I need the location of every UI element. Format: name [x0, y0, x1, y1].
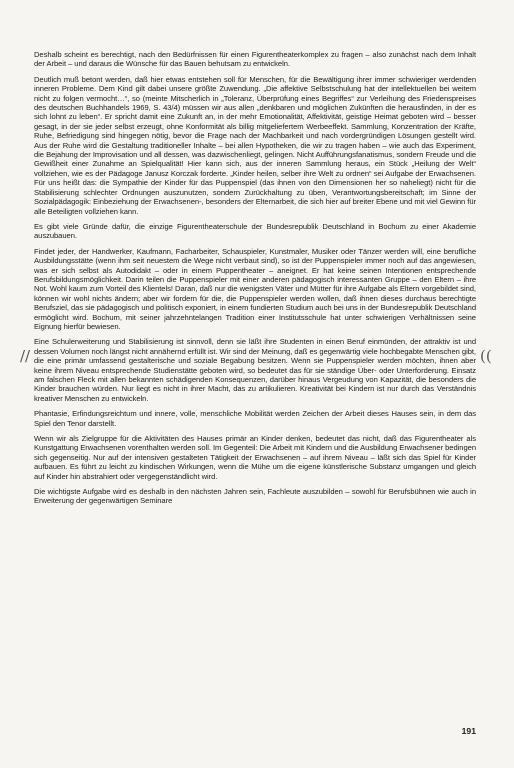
document-body [34, 50, 476, 512]
paragraph-6: Phantasie, Erfindungsreichtum und innere, volle, menschliche Mobilität werden Zeichen der Arbeit dieses Hauses sein, in dem das Spiel den Tenor darstellt. [34, 409, 476, 428]
page-number: 191 [461, 726, 476, 736]
paragraph-5: Eine Schulerweiterung und Stabilisierung ist sinnvoll, denn sie läßt ihre Studenten in einen Beruf einmünden, der attraktiv ist und dessen Volumen noch längst nicht annähernd erfüllt ist. Wir sind der Meinung, daß es gegenwärtig viele hochbegabte Menschen gibt, die eine primär umfassend gestalterische und soziale Begabung besitzen. Wenn sie Puppenspieler werden möchten, ihnen aber keine ihrem Niveau entsprechende Studienstätte geboten wird, so bedeutet das für sie ständige Über- oder Unterforderung. Einsatz am falschen Fleck mit allen bekannten schädigenden Konsequenzen, darüber hinaus Vergeudung von Kapazität, die besonders die Kinder brauchen würden. Nur liegt es nicht in ihrer Macht, das zu artikulieren. Kreativität bei Kindern ist nur durch das Verständnis kreativer Menschen zu entwickeln. [34, 337, 476, 403]
paragraph-3: Es gibt viele Gründe dafür, die einzige Figurentheaterschule der Bundesrepublik Deutschland in Bochum zu einer Akademie auszubauen. [34, 221, 476, 241]
margin-marker-left: // [20, 347, 31, 365]
paragraph-7: Wenn wir als Zielgruppe für die Aktivitäten des Hauses primär an Kinder denken, bedeutet das nicht, daß das Figurentheater als Kunstgattung Erwachsenen vorenthalten werden soll. Im Gegenteil: Die Arbeit mit Kindern und die Ausbildung Erwachsener bedingen sich gegenseitig. Nur auf der intensiven gestalteten Tätigkeit der Erwachsenen – auf ihrem Niveau – läßt sich das Spiel für Kinder aufbauen. Es führt zu leicht zu kindischen Wirkungen, wenn die Mühe um die eigene künstlerische Substanz umgangen und gleich auf Kinder hin abstrahiert oder vergegenständlicht wird. [34, 434, 476, 481]
margin-marker-right: (( [480, 347, 492, 365]
paragraph-8: Die wichtigste Aufgabe wird es deshalb in den nächsten Jahren sein, Fachleute auszubilden – sowohl für Berufsbühnen wie auch in Erweiterung der gegenwärtigen Seminare [34, 487, 476, 506]
paragraph-4: Findet jeder, der Handwerker, Kaufmann, Facharbeiter, Schauspieler, Kunstmaler, Musiker oder Tänzer werden will, eine berufliche Ausbildungsstätte (wenn ihm seit neuestem die Wege nicht verbaut sind), so ist der Puppenspieler immer noch auf das angewiesen, was er sich selbst als Autodidakt – oder in einem Puppentheater – aneignet. Er hat keine seinen Intentionen entsprechende Berufsbildungsmöglichkeit. Darin teilen die Puppenspieler mit einer anderen pädagogisch interessanten Gruppe – den Eltern – ihre Not. Wohl kaum zum Vorteil des Klientels! Daran, daß nur die wenigsten Väter und Mütter für ihre Aufgabe als Eltern vorgebildet sind, können wir wohl nichts ändern; aber wir fordern für die, die Puppenspieler werden wollen, daß ihnen dieses durchaus berechtigte Berufsziel, das sie pädagogisch und politisch exponiert, in einem fundierten Studium auch bei uns in der Bundesrepublik Deutschland ermöglicht wird. Bochum, mit seiner jahrzehntelangen Tradition einer Institutsschule hat unter schwierigen Verhältnissen seine Eignung hierfür bewiesen. [34, 246, 476, 331]
paragraph-2: Deutlich muß betont werden, daß hier etwas entstehen soll für Menschen, für die Bewältigung ihrer immer schwieriger werdenden inneren Probleme. Dem Kind gilt dabei unsere größte Zuwendung. „Die affektive Selbstschulung hat der intellektuellen bei weitem nicht zu folgen vermocht…“, so (meinte Mitscherlich in „Toleranz, Überprüfung eines Begriffes“ zur Verleihung des Friedenspreises des deutschen Buchhandels 1969, S. 43/4) müssen wir aus allen „denkbaren und möglichen Zukünften die herausfinden, in der es sich lohnt zu leben“. Er spricht damit eine Zukunft an, in der mehr Emotionalität, Affektivität, geistige Heimat geboten wird – besser gesagt, in der sie jeder selbst erzeugt, ohne Konformität als billig mitgeliefertem Werbeeffekt. Sammlung, Konzentration der Kräfte, Ruhe, Befriedigung sind hingegen nötig, bevor die Frage nach der Machbarkeit und nach vordergründigen Lösungen gestellt wird. Aus der Ruhe wird die Gestaltung traditioneller Inhalte – bei allen Hypotheken, die wir zu tragen haben – wie auch das Experiment, die Bejahung der Improvisation und all dessen, was dazwischenliegt, gelingen. Nicht Aufführungsfanatismus, sondern Freude und die Gewißheit einer Zunahme an Spielqualität! Hier kann sich, aus der inneren Sammlung heraus, ein Stück „Heilung der Welt“ vollziehen, wie es der Pädagoge Janusz Korczak forderte. „Kinder heilen, selber ihre Welt zu ordnen“ sei Aufgabe der Erwachsenen. Für uns heißt das: die Sympathie der Kinder für das Puppenspiel (das ihnen von den Dimensionen her so naheliegt) nicht für die Stabilisierung schlechter Ordnungen auszunutzen, sondern Zurückhaltung zu üben, Verantwortungsbereitschaft; im Sinne der Sozialpädagogik: Einbeziehung der Erwachsenen-, besonders der Elternarbeit, die sich hier auf breiter Ebene und mit viel Gewinn für alle Beteiligten vollziehen kann. [34, 74, 476, 216]
paragraph-1: Deshalb scheint es berechtigt, nach den Bedürfnissen für einen Figurentheaterkomplex zu fragen – also zunächst nach dem Inhalt der Arbeit – und daraus die Wünsche für das Bauen behutsam zu entwickeln. [34, 50, 476, 69]
